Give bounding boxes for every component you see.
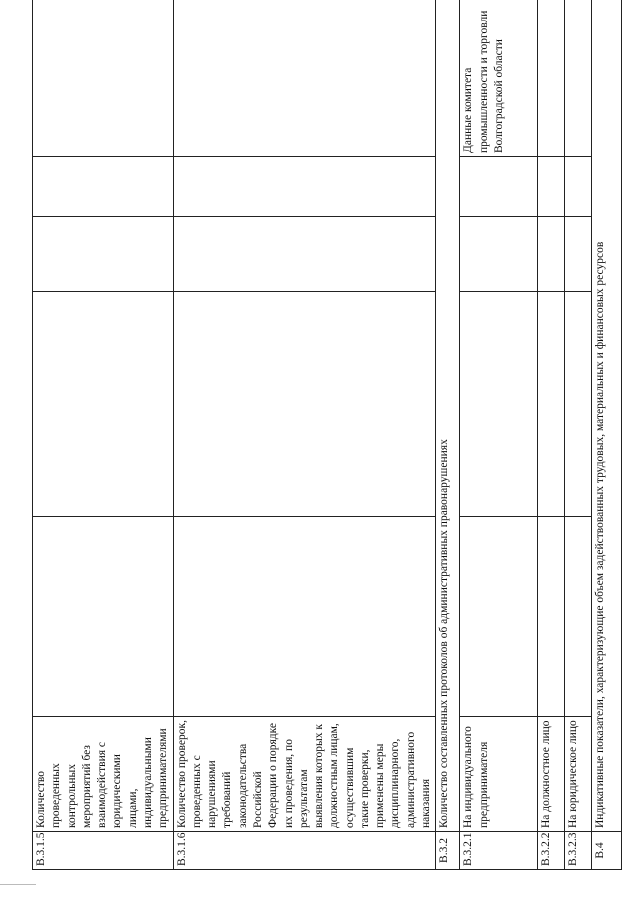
table-row [592, 0, 622, 870]
table-row [538, 0, 565, 870]
row-code: В.3.1.6 [173, 832, 436, 870]
row-name: Количество проведенных контрольных мероприятий без взаимодействия с юридическими лицами, индивидуальными предпринимателями [33, 717, 174, 832]
row-name: Количество составленных протоколов об административных правонарушениях [436, 0, 460, 832]
empty-cell [460, 292, 538, 517]
empty-cell [538, 157, 565, 217]
empty-cell [460, 157, 538, 217]
scan-edge-divider [0, 884, 36, 885]
empty-cell [33, 517, 174, 717]
empty-cell [33, 0, 174, 157]
indicators-table [32, 0, 622, 870]
data-source: Данные комитета промышленности и торговли Волгоградской области [460, 0, 538, 157]
empty-cell [538, 517, 565, 717]
empty-cell [33, 292, 174, 517]
row-code: В.4 [592, 832, 622, 870]
empty-cell [460, 517, 538, 717]
empty-cell [173, 517, 436, 717]
rotated-table-area [32, 0, 607, 870]
empty-cell [173, 217, 436, 292]
table-row [436, 0, 460, 870]
row-name: Индикативные показатели, характеризующие объем задействованных трудовых, материальных и финансовых ресурсов [592, 0, 622, 832]
empty-cell [33, 217, 174, 292]
empty-cell [565, 0, 592, 157]
empty-cell [460, 217, 538, 292]
empty-cell [538, 217, 565, 292]
empty-cell [565, 157, 592, 217]
empty-cell [565, 217, 592, 292]
row-code: В.3.2.2 [538, 832, 565, 870]
row-code: В.3.1.5 [33, 832, 174, 870]
empty-cell [538, 292, 565, 517]
row-code: В.3.2 [436, 832, 460, 870]
empty-cell [538, 0, 565, 157]
row-name: Количество проверок, проведенных с нарушениями требований законодательства Российской Федерации о порядке их проведения, по результатам выявления которых к должностным лицам, осуществившим такие проверки, применены меры дисциплинарного, административного наказания [173, 717, 436, 832]
row-code: В.3.2.1 [460, 832, 538, 870]
empty-cell [173, 157, 436, 217]
empty-cell [173, 0, 436, 157]
row-name: На должностное лицо [538, 717, 565, 832]
empty-cell [173, 292, 436, 517]
table-row [33, 0, 174, 870]
table-row [565, 0, 592, 870]
empty-cell [33, 157, 174, 217]
table-row [173, 0, 436, 870]
row-name: На индивидуального предпринимателя [460, 717, 538, 832]
empty-cell [565, 292, 592, 517]
empty-cell [565, 517, 592, 717]
row-code: В.3.2.3 [565, 832, 592, 870]
row-name: На юридическое лицо [565, 717, 592, 832]
table-row [460, 0, 538, 870]
